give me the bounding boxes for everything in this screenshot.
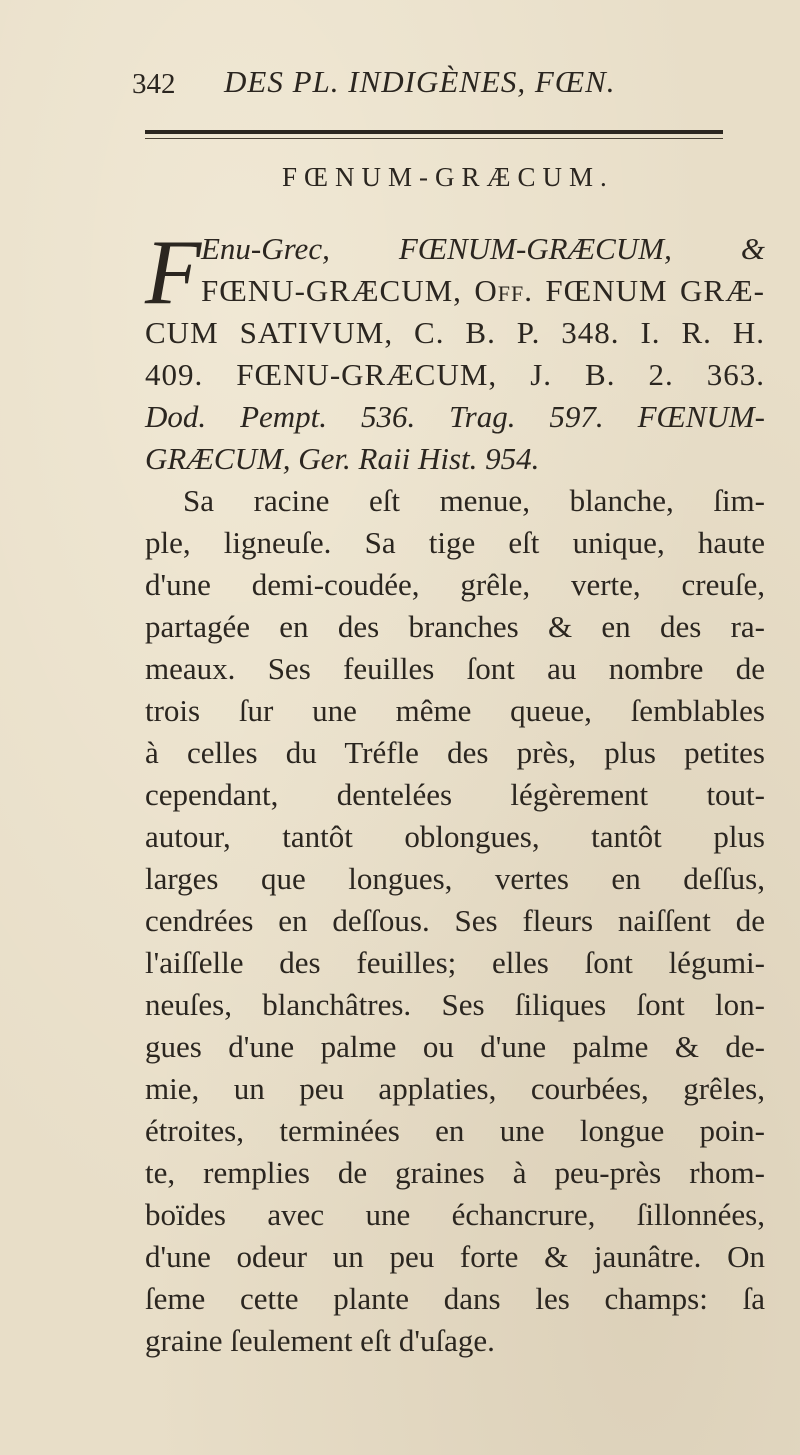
text-line: FŒNU-GRÆCUM, Off. FŒNUM GRÆ-: [201, 273, 765, 308]
text-line: boïdes avec une échancrure, ſillonnées,: [145, 1197, 765, 1232]
text-line: CUM SATIVUM, C. B. P. 348. I. R. H.: [145, 315, 765, 350]
text-line: Sa racine eſt menue, blanche, ſim-: [183, 483, 765, 518]
text-line: Dod. Pempt. 536. Trag. 597. FŒNUM-: [145, 399, 765, 434]
body-text: [145, 221, 765, 1362]
text-line: ſeme cette plante dans les champs: ſa: [145, 1281, 765, 1316]
section-title: FŒNUM-GRÆCUM.: [282, 162, 614, 192]
running-title: DES PL. INDIGÈNES, FŒN.: [224, 64, 616, 99]
text-line: larges que longues, vertes en deſſus,: [145, 861, 765, 896]
text-line: d'une demi-coudée, grêle, verte, creuſe,: [145, 567, 765, 602]
text-line: Enu-Grec, FŒNUM-GRÆCUM, &: [201, 231, 765, 266]
text-line: gues d'une palme ou d'une palme & de-: [145, 1029, 765, 1064]
text-line: ple, ligneuſe. Sa tige eſt unique, haute: [145, 525, 765, 560]
text-line: autour, tantôt oblongues, tantôt plus: [145, 819, 765, 854]
text-line: à celles du Tréfle des près, plus petites: [145, 735, 765, 770]
text-line: l'aiſſelle des feuilles; elles ſont légumi-: [145, 945, 765, 980]
text-line: partagée en des branches & en des ra-: [145, 609, 765, 644]
text-line: 409. FŒNU-GRÆCUM, J. B. 2. 363.: [145, 357, 765, 392]
text-line: cependant, dentelées légèrement tout-: [145, 777, 765, 812]
text-line: graine ſeulement eſt d'uſage.: [145, 1323, 495, 1358]
text-line: te, remplies de graines à peu-près rhom-: [145, 1155, 765, 1190]
page-header: [132, 64, 722, 104]
text-line: étroites, terminées en une longue poin-: [145, 1113, 765, 1148]
header-rule: [145, 130, 723, 134]
text-line: neuſes, blanchâtres. Ses ſiliques ſont lon-: [145, 987, 765, 1022]
first-paragraph: [145, 221, 765, 480]
header-rule-thin: [145, 138, 723, 139]
page-number: 342: [132, 68, 176, 100]
text-line: trois ſur une même queue, ſemblables: [145, 693, 765, 728]
text-line: GRÆCUM, Ger. Raii Hist. 954.: [145, 441, 540, 476]
drop-cap: F: [145, 221, 202, 323]
text-line: mie, un peu applaties, courbées, grêles,: [145, 1071, 765, 1106]
text-line: meaux. Ses feuilles ſont au nombre de: [145, 651, 765, 686]
description-paragraph: [145, 480, 765, 1362]
text-line: d'une odeur un peu forte & jaunâtre. On: [145, 1239, 765, 1274]
text-line: cendrées en deſſous. Ses fleurs naiſſent de: [145, 903, 765, 938]
